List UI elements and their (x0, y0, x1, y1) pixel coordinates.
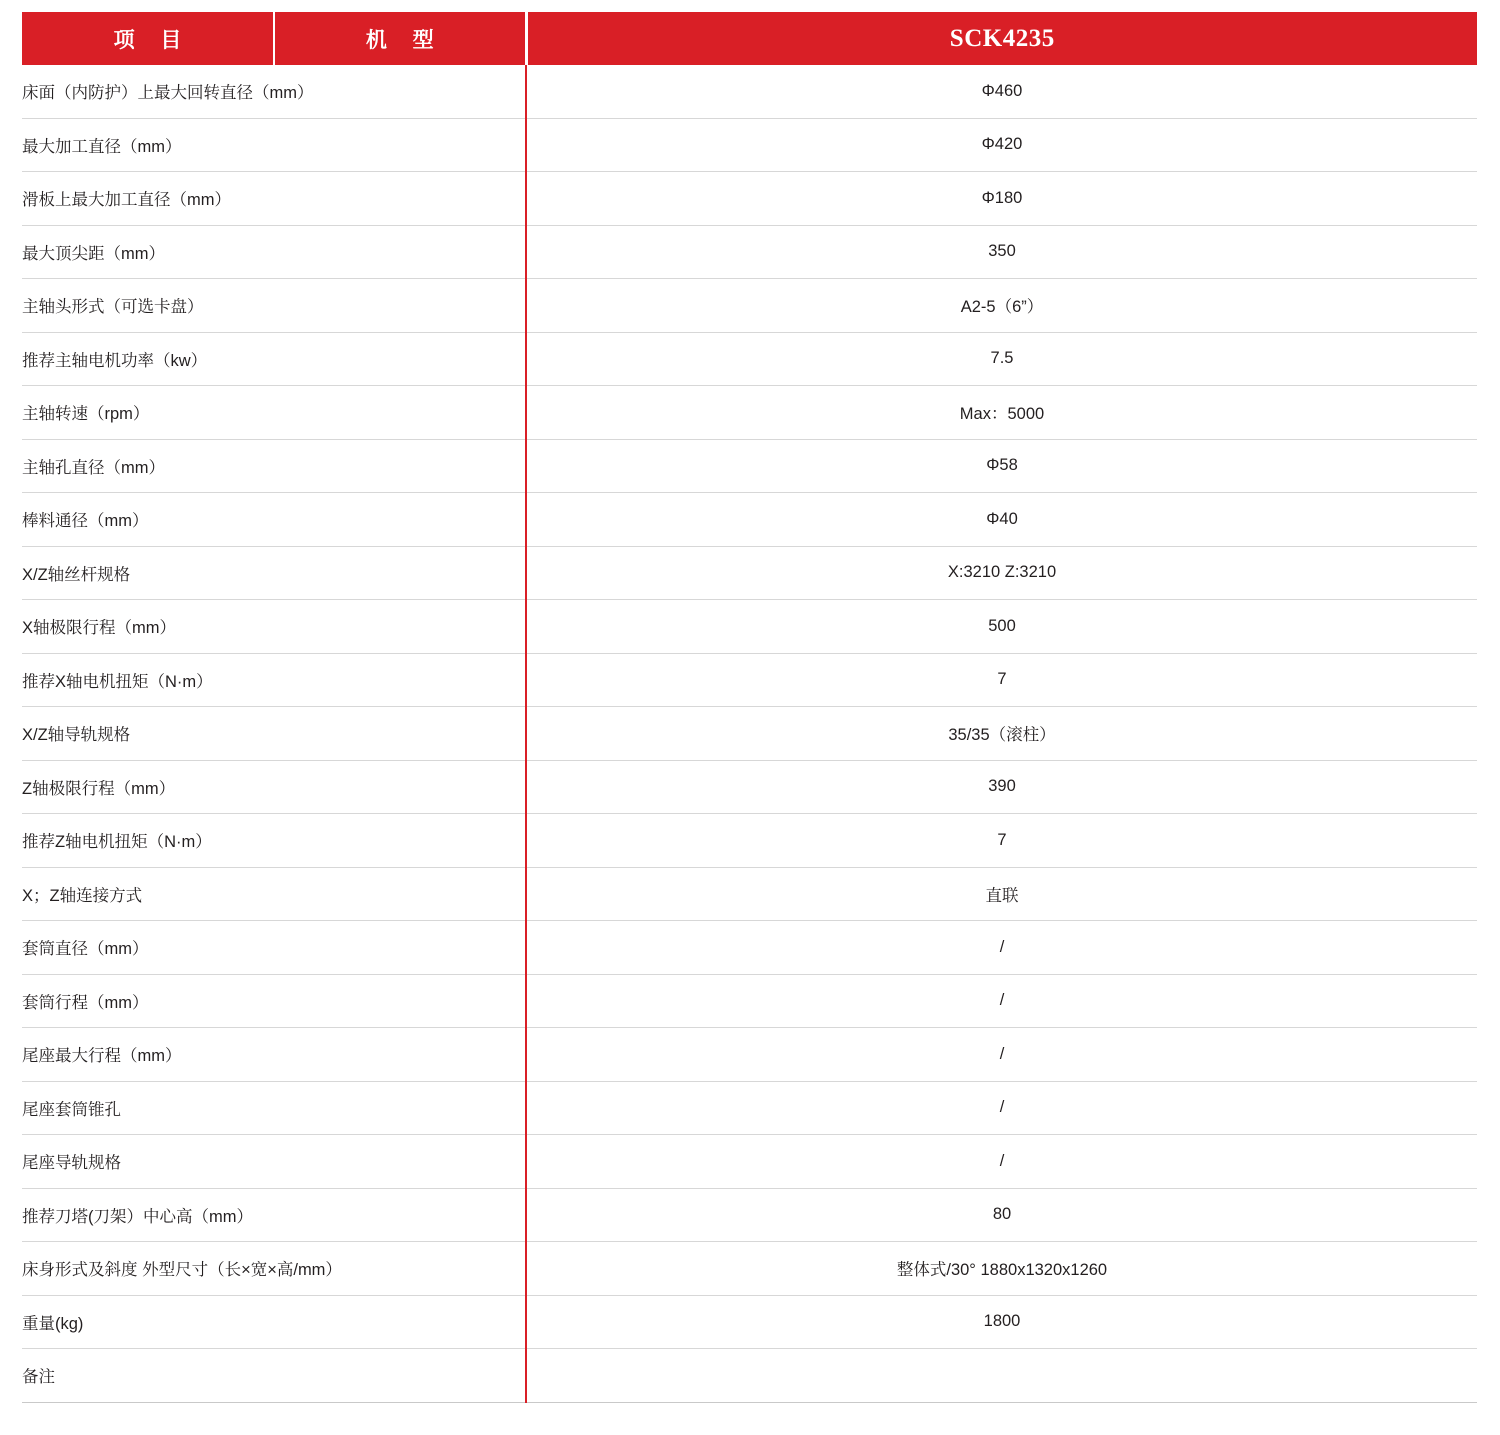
table-row (22, 546, 1477, 600)
table-row (22, 1028, 1477, 1082)
row-label: Z轴极限行程（mm） (22, 760, 526, 814)
row-value: Φ460 (526, 65, 1477, 118)
row-value: Φ180 (526, 172, 1477, 226)
table-row (22, 867, 1477, 921)
row-value: 350 (526, 225, 1477, 279)
specification-table (22, 12, 1477, 1403)
row-label: 棒料通径（mm） (22, 493, 526, 547)
row-value: 直联 (526, 867, 1477, 921)
table-row (22, 1349, 1477, 1403)
row-value (526, 1349, 1477, 1403)
row-label: 主轴孔直径（mm） (22, 439, 526, 493)
row-value: / (526, 921, 1477, 975)
row-label: 滑板上最大加工直径（mm） (22, 172, 526, 226)
row-value: 35/35（滚柱） (526, 707, 1477, 761)
row-label: 推荐Z轴电机扭矩（N·m） (22, 814, 526, 868)
table-row (22, 1081, 1477, 1135)
table-row (22, 386, 1477, 440)
row-label: 套筒行程（mm） (22, 974, 526, 1028)
table-row (22, 600, 1477, 654)
row-value: X:3210 Z:3210 (526, 546, 1477, 600)
row-label: X/Z轴导轨规格 (22, 707, 526, 761)
table-row (22, 921, 1477, 975)
row-label: 尾座导轨规格 (22, 1135, 526, 1189)
table-row (22, 707, 1477, 761)
table-row (22, 814, 1477, 868)
table-row (22, 65, 1477, 118)
table-row (22, 974, 1477, 1028)
row-value: / (526, 1081, 1477, 1135)
column-header-sck4235: SCK4235 (526, 12, 1477, 65)
row-value: 1800 (526, 1295, 1477, 1349)
row-value: 7.5 (526, 332, 1477, 386)
row-value: 80 (526, 1188, 1477, 1242)
table-header (22, 12, 1477, 65)
row-value: 7 (526, 814, 1477, 868)
table-row (22, 1295, 1477, 1349)
row-value: / (526, 974, 1477, 1028)
table-row (22, 225, 1477, 279)
row-value: Φ58 (526, 439, 1477, 493)
row-value: A2-5（6”） (526, 279, 1477, 333)
table-row (22, 653, 1477, 707)
row-label: 尾座最大行程（mm） (22, 1028, 526, 1082)
table-header-row (22, 12, 1477, 65)
table-row (22, 332, 1477, 386)
row-label: 最大加工直径（mm） (22, 118, 526, 172)
row-label: 备注 (22, 1349, 526, 1403)
row-value: Φ40 (526, 493, 1477, 547)
row-value: / (526, 1028, 1477, 1082)
row-label: 套筒直径（mm） (22, 921, 526, 975)
table-row (22, 760, 1477, 814)
row-value: 500 (526, 600, 1477, 654)
row-label: 主轴转速（rpm） (22, 386, 526, 440)
column-header-model: 机 型 (274, 12, 526, 65)
table-row (22, 439, 1477, 493)
table-body (22, 65, 1477, 1402)
row-label: 床面（内防护）上最大回转直径（mm） (22, 65, 526, 118)
row-label: 最大顶尖距（mm） (22, 225, 526, 279)
row-label: X/Z轴丝杆规格 (22, 546, 526, 600)
row-value: 整体式/30° 1880x1320x1260 (526, 1242, 1477, 1296)
column-header-item: 项 目 (22, 12, 274, 65)
row-value: 390 (526, 760, 1477, 814)
row-label: X轴极限行程（mm） (22, 600, 526, 654)
row-value: Φ420 (526, 118, 1477, 172)
table-row (22, 172, 1477, 226)
table-row (22, 1135, 1477, 1189)
table-row (22, 1188, 1477, 1242)
table-row (22, 279, 1477, 333)
row-label: 推荐X轴电机扭矩（N·m） (22, 653, 526, 707)
table-row (22, 1242, 1477, 1296)
row-label: 主轴头形式（可选卡盘） (22, 279, 526, 333)
row-label: 推荐刀塔(刀架）中心高（mm） (22, 1188, 526, 1242)
row-label: X；Z轴连接方式 (22, 867, 526, 921)
row-label: 床身形式及斜度 外型尺寸（长×宽×高/mm） (22, 1242, 526, 1296)
table-row (22, 493, 1477, 547)
row-value: Max：5000 (526, 386, 1477, 440)
row-label: 重量(kg) (22, 1295, 526, 1349)
row-value: / (526, 1135, 1477, 1189)
table-row (22, 118, 1477, 172)
row-value: 7 (526, 653, 1477, 707)
row-label: 尾座套筒锥孔 (22, 1081, 526, 1135)
row-label: 推荐主轴电机功率（kw） (22, 332, 526, 386)
